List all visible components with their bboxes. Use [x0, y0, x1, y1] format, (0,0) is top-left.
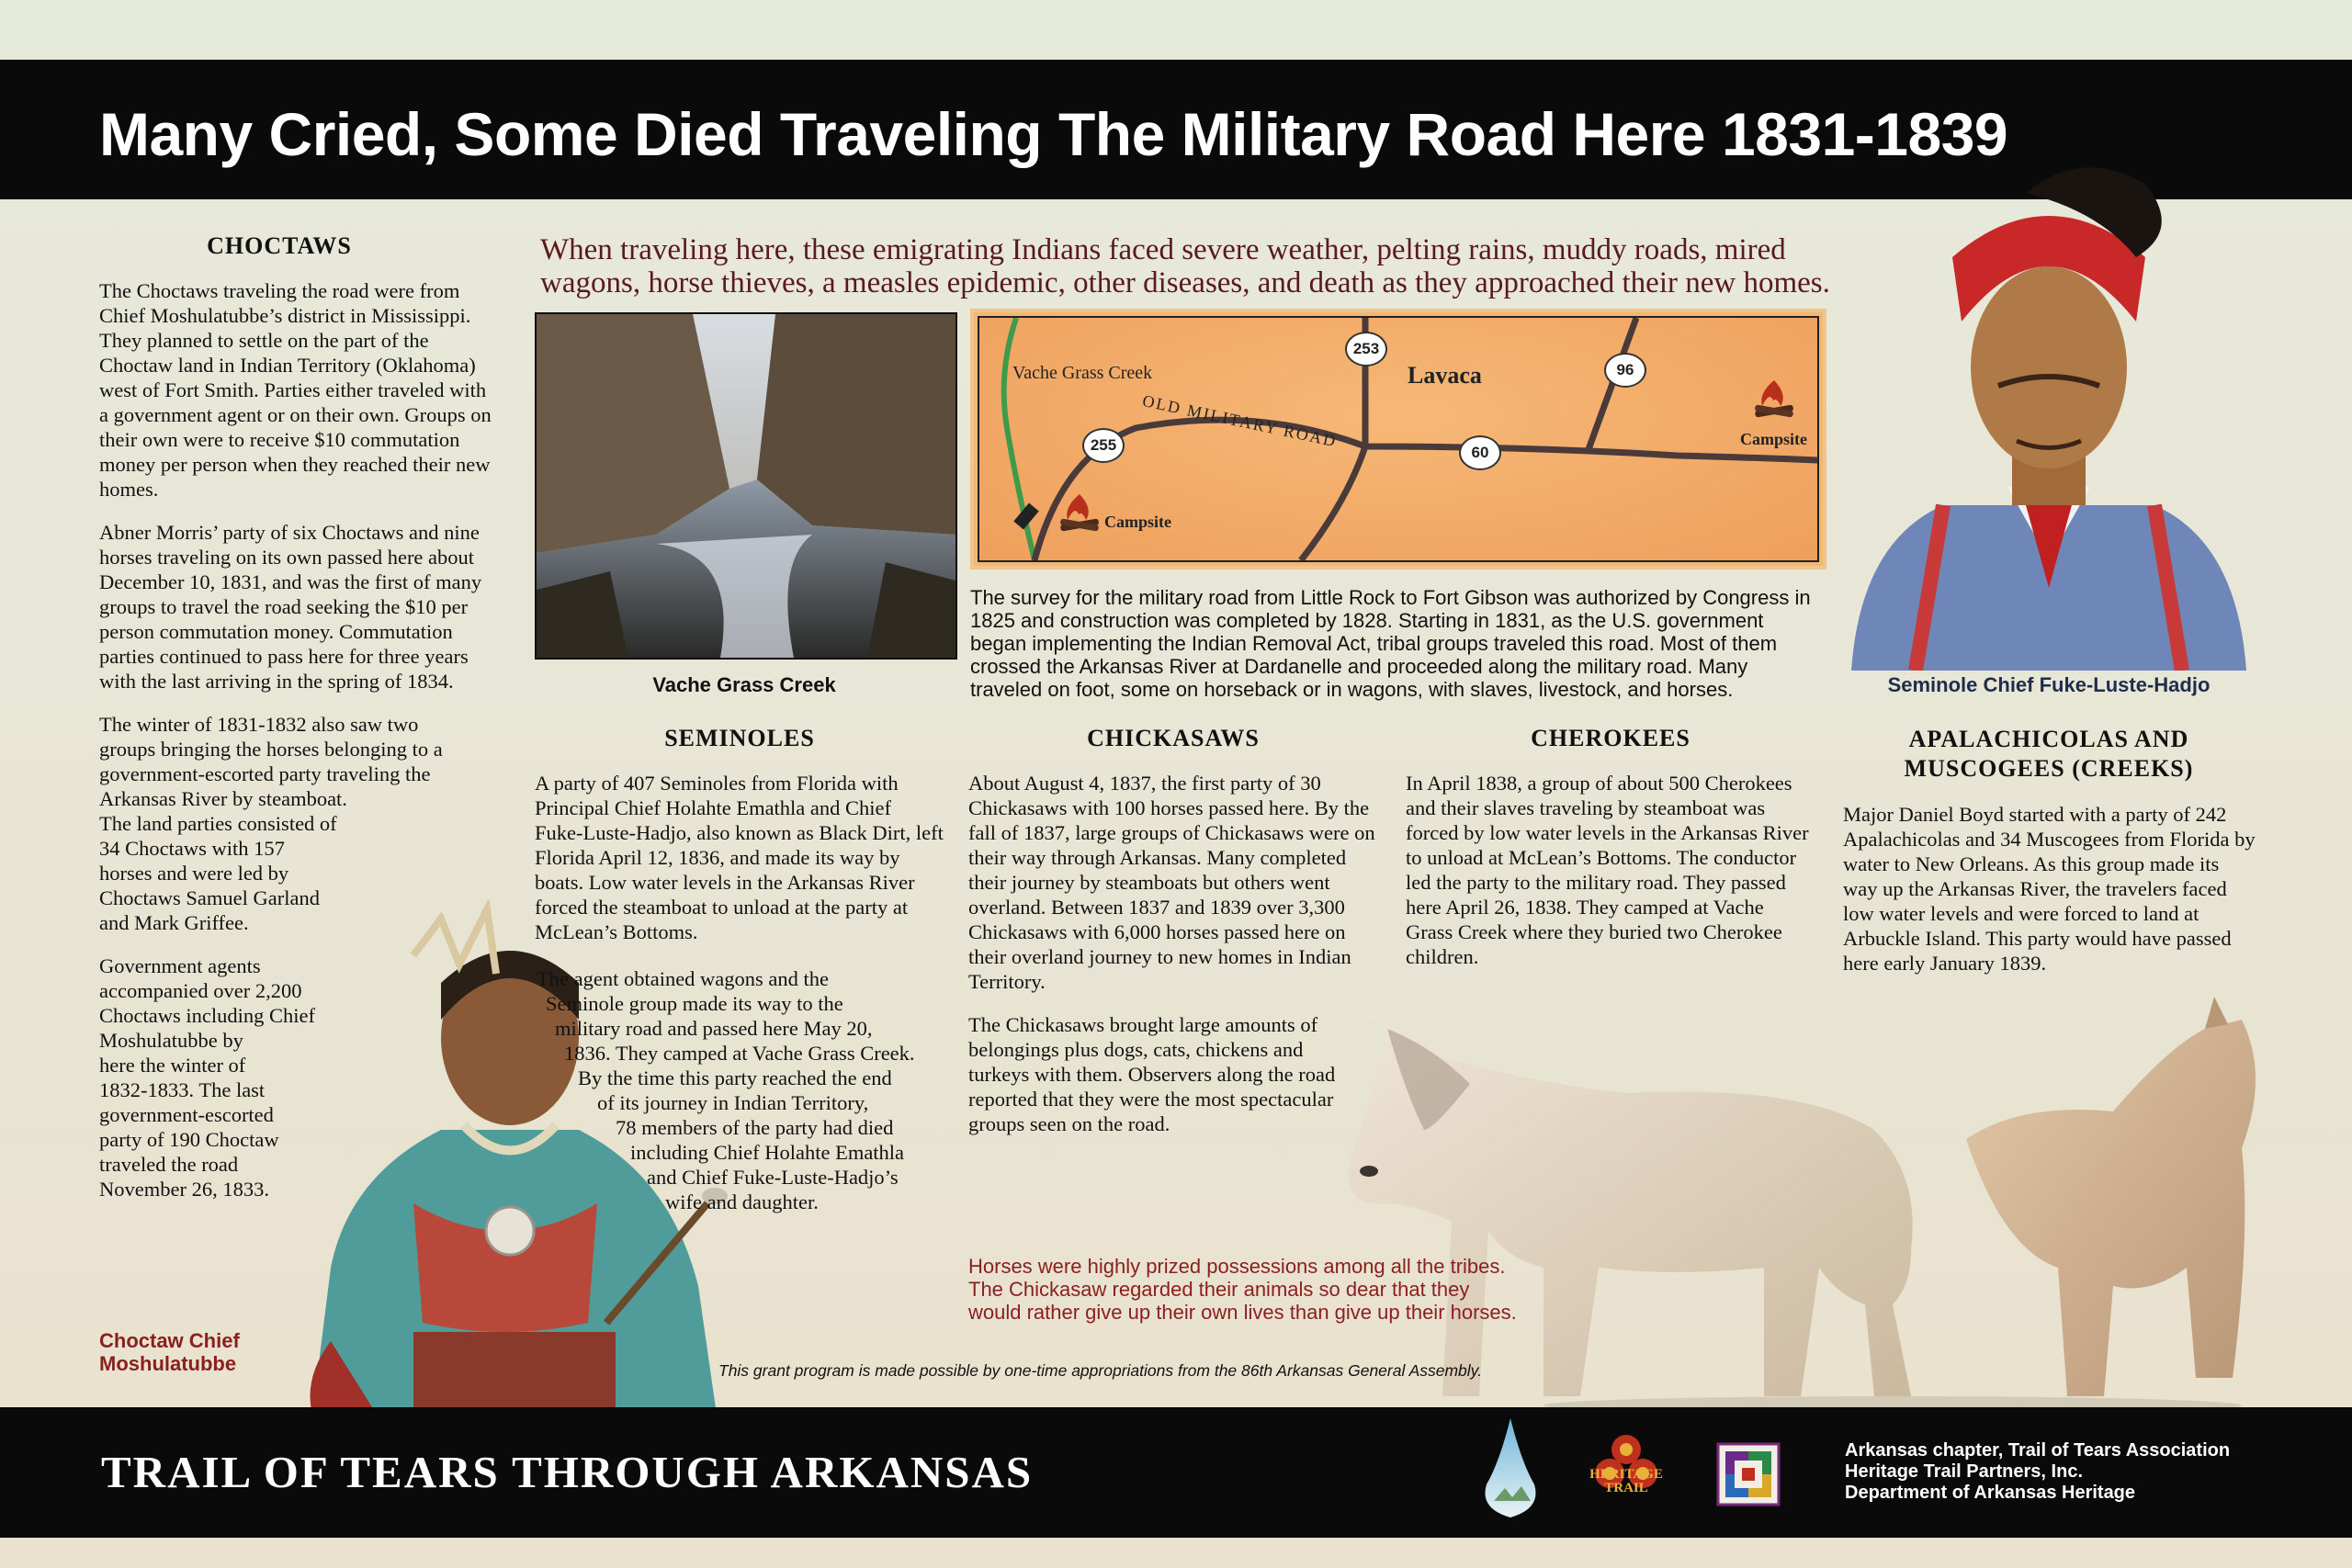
page-title: Many Cried, Some Died Traveling The Military Road Here 1831-1839 — [99, 100, 2008, 168]
map-label-campsite-left: Campsite — [1104, 513, 1171, 531]
route-shield-253: 253 — [1345, 332, 1387, 367]
intro-text: When traveling here, these emigrating Indians faced severe weather, pelting rains, muddy roads, mired wagons, horse thieves, a measles epidemic, other diseases, and death as they approached their new homes. — [540, 233, 1830, 299]
water-drop-logo-icon — [1481, 1416, 1540, 1519]
map-label-campsite-right: Campsite — [1740, 430, 1807, 448]
campfire-icon — [1057, 492, 1102, 533]
choctaws-heading: CHOCTAWS — [207, 232, 352, 259]
choctaws-paragraph-4: Government agents accompanied over 2,200 Choctaws including Chief Moshulatubbe by here the winter of 1832-1833. The last government-escorted party of 190 Choctaw traveled the road November 26, 1833. — [99, 954, 315, 1201]
survey-text: The survey for the military road from Little Rock to Fort Gibson was authorized by Congress in 1825 and construction was completed by 1828. Starting in 1831, as the U.S. government began implementing the Indian Removal Act, tribal groups traveled this road. Most of them crossed the Arkansas River at Dardanelle and proceeded along the military road. Many traveled on foot, some on horseback or in wagons, with slaves, livestock, and horses. — [970, 586, 1811, 701]
chickasaws-paragraph-1: About August 4, 1837, the first party of 30 Chickasaws with 100 horses passed here. By the fall of 1837, large groups of Chickasaws were on their way through Arkansas. Many completed their journey by steamboats but others went overland. Between 1837 and 1839 over 3,300 Chickasaws with 6,000 horses passed here on their overland journey to new homes in Indian Territory. — [968, 772, 1375, 993]
military-road-map — [970, 309, 1826, 570]
footer-credits: Arkansas chapter, Trail of Tears Association Heritage Trail Partners, Inc. Department of Arkansas Heritage — [1845, 1440, 2231, 1503]
map-label-lavaca: Lavaca — [1408, 362, 1482, 389]
choctaws-paragraph-2: Abner Morris’ party of six Choctaws and nine horses traveling on its own passed here about December 10, 1831, and was the first of many groups to travel the road seeking the $10 per person commutation money. Commutation parties continued to pass here for three years with the last arriving in the spring of 1834. — [99, 521, 482, 693]
seminole-chief-caption: Seminole Chief Fuke-Luste-Hadjo — [1887, 673, 2211, 696]
creek-photo-caption: Vache Grass Creek — [652, 673, 836, 696]
apalachicolas-heading: APALACHICOLAS AND MUSCOGEES (CREEKS) — [1904, 726, 2194, 782]
map-canvas — [978, 316, 1819, 562]
apalachicolas-paragraph-1: Major Daniel Boyd started with a party of 242 Apalachicolas and 34 Muscogees from Florida by water to New Orleans. As this group made its way up the Arkansas River, the travelers faced low water levels and were forced to land at Arbuckle Island. This party would have passed here early January 1839. — [1843, 803, 2256, 975]
seminole-chief-portrait — [1842, 156, 2256, 671]
chickasaws-paragraph-2: The Chickasaws brought large amounts of belongings plus dogs, cats, chickens and turkeys with them. Observers along the road reported that they were the most spectacular groups seen on the road. — [968, 1013, 1336, 1135]
seminoles-paragraph-1: A party of 407 Seminoles from Florida with Principal Chief Holahte Emathla and Chief Fuke-Luste-Hadjo, also known as Black Dirt, left Florida April 12, 1836, and made its way by boats. Low water levels in the Arkansas River forced the steamboat to unload at the party at McLean’s Bottoms. — [535, 772, 944, 943]
choctaw-chief-caption: Choctaw Chief Moshulatubbe — [99, 1329, 240, 1375]
map-label-creek: Vache Grass Creek — [1012, 363, 1153, 383]
grant-note: This grant program is made possible by one-time appropriations from the 86th Arkansas General Assembly. — [718, 1361, 1482, 1380]
seminoles-paragraph-2: The agent obtained wagons and the Seminole group made its way to the military road and passed here May 20, 1836. They camped at Vache Grass Creek. By the time this party reached the end of its journey in Indian Territory, 78 members of the party had died including Chief Holahte Emathla and Chief Fuke-Luste-Hadjo’s wife and daughter. — [537, 967, 915, 1213]
seminoles-heading: SEMINOLES — [664, 725, 815, 751]
horses-caption: Horses were highly prized possessions among all the tribes. The Chickasaw regarded their animals so dear that they would rather give up their own lives than give up their horses. — [968, 1255, 1517, 1324]
map-label-road: OLD MILITARY ROAD — [1140, 391, 1340, 451]
campfire-icon — [1751, 378, 1797, 419]
chickasaws-heading: CHICKASAWS — [1087, 725, 1260, 751]
horses-image — [1323, 992, 2278, 1415]
department-heritage-logo-icon — [1716, 1442, 1781, 1506]
choctaws-paragraph-3: The winter of 1831-1832 also saw two groups bringing the horses belonging to a government-escorted party traveling the Arkansas River by steamboat. The land parties consisted of 34 Choctaws with 157 horses and were led by Choctaws Samuel Garland and Mark Griffee. — [99, 713, 443, 934]
heritage-trail-logo-text: HERITAGE TRAIL — [1589, 1467, 1663, 1495]
route-shield-60: 60 — [1459, 435, 1501, 470]
choctaws-paragraph-1: The Choctaws traveling the road were from Chief Moshulatubbe’s district in Mississippi. They planned to settle on the part of the Choctaw land in Indian Territory (Oklahoma) west of Fort Smith. Parties either traveled with a government agent or on their own. Groups on their own were to receive $10 commutation money per person when they reached their new homes. — [99, 279, 492, 501]
route-shield-96: 96 — [1604, 353, 1646, 388]
chickasaws-text — [968, 771, 1384, 1155]
footer-title: TRAIL OF TEARS THROUGH ARKANSAS — [101, 1447, 1034, 1497]
cherokees-paragraph-1: In April 1838, a group of about 500 Cherokees and their slaves traveling by steamboat was forced by low water levels in the Arkansas River to unload at McLean’s Bottoms. The conductor led the party to the military road. They passed here April 26, 1838. They camped at Vache Grass Creek where they buried two Cherokee children. — [1406, 772, 1809, 968]
vache-grass-creek-photo — [535, 312, 957, 660]
cherokees-heading: CHEROKEES — [1531, 725, 1690, 751]
route-shield-255: 255 — [1082, 428, 1125, 463]
heritage-trail-logo — [1586, 1429, 1667, 1503]
